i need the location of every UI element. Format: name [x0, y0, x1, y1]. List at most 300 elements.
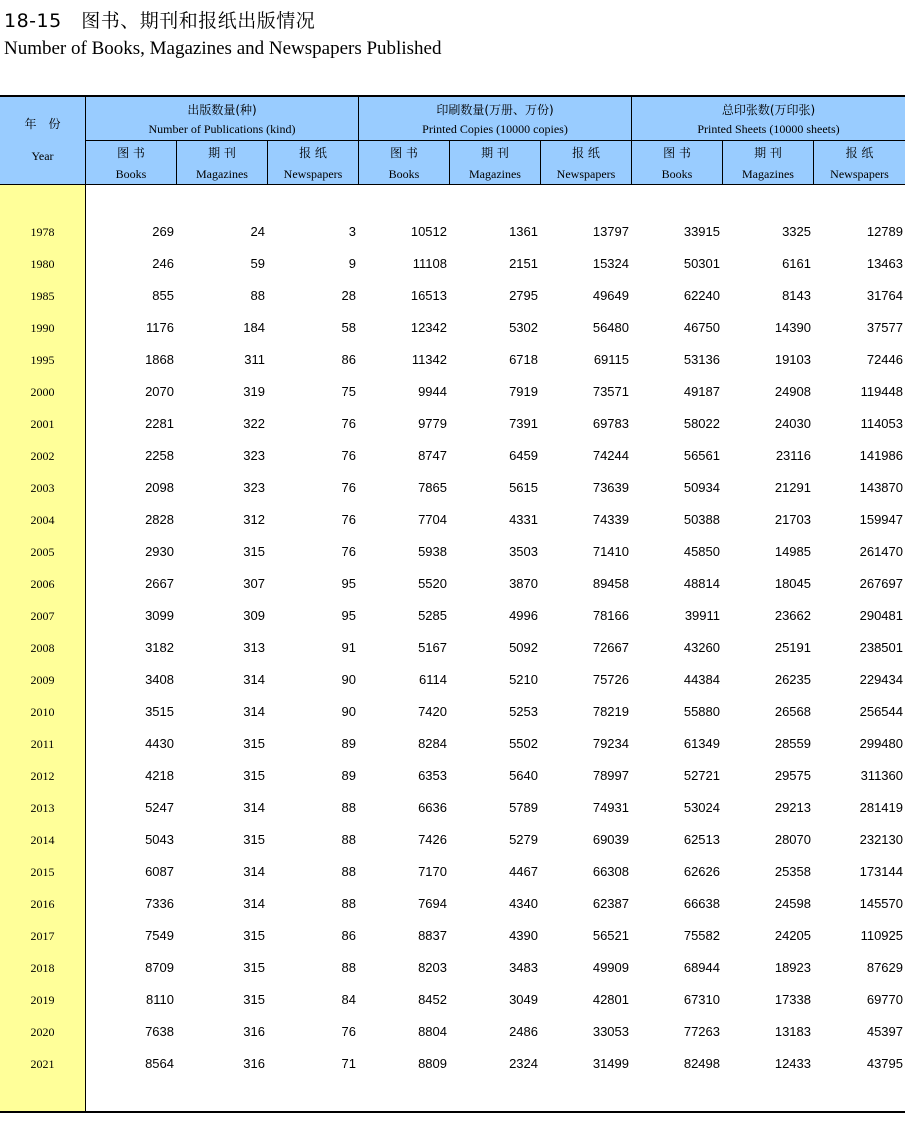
value-cell: 184: [243, 320, 265, 335]
table-row: [0, 825, 905, 857]
value-cell: 316: [243, 1056, 265, 1071]
year-cell: 2018: [30, 961, 55, 975]
value-cell: 26235: [774, 672, 811, 687]
value-cell: 61349: [683, 736, 720, 751]
value-cell: 314: [243, 864, 265, 879]
value-cell: 21291: [774, 480, 811, 495]
value-cell: 69039: [592, 832, 629, 847]
value-cell: 31499: [592, 1056, 629, 1071]
header-divider: [813, 141, 814, 185]
value-cell: 71: [341, 1056, 356, 1071]
year-cell: 1978: [30, 225, 55, 239]
value-cell: 4390: [509, 928, 538, 943]
table-title-chinese: 18-15 图书、期刊和报纸出版情况: [4, 10, 316, 32]
table-row: [0, 761, 905, 793]
value-cell: 311: [244, 352, 265, 367]
value-cell: 322: [243, 416, 265, 431]
value-cell: 269: [152, 224, 174, 239]
value-cell: 2828: [145, 512, 174, 527]
column-header-en: Newspapers: [830, 167, 889, 181]
table-row: [0, 697, 905, 729]
value-cell: 62626: [683, 864, 720, 879]
value-cell: 45850: [683, 544, 720, 559]
value-cell: 5210: [509, 672, 538, 687]
year-cell: 2012: [30, 769, 55, 783]
value-cell: 5302: [509, 320, 538, 335]
value-cell: 2795: [509, 288, 538, 303]
value-cell: 53024: [683, 800, 720, 815]
value-cell: 43260: [683, 640, 720, 655]
value-cell: 11108: [412, 256, 447, 271]
table-row: [0, 889, 905, 921]
value-cell: 7549: [145, 928, 174, 943]
value-cell: 49187: [683, 384, 720, 399]
table-row: [0, 409, 905, 441]
column-header-magazines: [177, 141, 267, 185]
value-cell: 16513: [410, 288, 447, 303]
year-cell: 2010: [30, 705, 55, 719]
year-header-cn: 年 份: [24, 117, 61, 131]
value-cell: 88: [250, 288, 265, 303]
value-cell: 8804: [418, 1024, 447, 1039]
value-cell: 5279: [509, 832, 538, 847]
value-cell: 29575: [774, 768, 811, 783]
value-cell: 73571: [592, 384, 629, 399]
value-cell: 59: [250, 256, 265, 271]
value-cell: 3483: [509, 960, 538, 975]
value-cell: 44384: [683, 672, 720, 687]
column-header-en: Books: [661, 167, 693, 181]
value-cell: 2667: [145, 576, 174, 591]
group-header-en: Number of Publications (kind): [148, 122, 296, 136]
year-cell: 2001: [30, 417, 55, 431]
bottom-rule: [0, 1111, 905, 1113]
value-cell: 315: [243, 928, 265, 943]
value-cell: 3870: [509, 576, 538, 591]
value-cell: 76: [341, 512, 356, 527]
value-cell: 68944: [683, 960, 720, 975]
table-row: [0, 505, 905, 537]
column-header-cn: 图 书: [390, 146, 418, 160]
value-cell: 89458: [592, 576, 629, 591]
value-cell: 71410: [592, 544, 629, 559]
year-header-en: Year: [31, 149, 54, 163]
value-cell: 4340: [509, 896, 538, 911]
table-header: [0, 97, 905, 185]
value-cell: 4430: [145, 736, 174, 751]
value-cell: 95: [341, 576, 356, 591]
value-cell: 76: [341, 416, 356, 431]
year-cell: 2017: [30, 929, 55, 943]
value-cell: 7336: [145, 896, 174, 911]
column-header-cn: 图 书: [117, 146, 145, 160]
value-cell: 267697: [859, 576, 903, 591]
value-cell: 42801: [592, 992, 629, 1007]
value-cell: 12789: [866, 224, 903, 239]
group-header-en: Printed Sheets (10000 sheets): [697, 122, 840, 136]
group-header-publications: [86, 97, 358, 140]
value-cell: 3408: [145, 672, 174, 687]
value-cell: 18045: [774, 576, 811, 591]
year-cell: 2021: [30, 1057, 55, 1071]
column-header-cn: 期 刊: [208, 146, 236, 160]
value-cell: 2151: [509, 256, 538, 271]
value-cell: 1868: [145, 352, 174, 367]
header-divider: [722, 141, 723, 185]
value-cell: 66638: [683, 896, 720, 911]
value-cell: 6718: [509, 352, 538, 367]
value-cell: 2281: [145, 416, 174, 431]
group-header-en: Printed Copies (10000 copies): [422, 122, 568, 136]
column-header-en: Books: [115, 167, 147, 181]
value-cell: 69770: [866, 992, 903, 1007]
value-cell: 309: [243, 608, 265, 623]
value-cell: 14985: [774, 544, 811, 559]
value-cell: 13797: [592, 224, 629, 239]
value-cell: 50388: [683, 512, 720, 527]
value-cell: 238501: [859, 640, 903, 655]
value-cell: 8747: [418, 448, 447, 463]
column-header-cn: 图 书: [663, 146, 691, 160]
value-cell: 6087: [145, 864, 174, 879]
table-row: [0, 953, 905, 985]
value-cell: 313: [243, 640, 265, 655]
value-cell: 6353: [418, 768, 447, 783]
header-divider: [176, 141, 177, 185]
value-cell: 78219: [592, 704, 629, 719]
value-cell: 8284: [418, 736, 447, 751]
value-cell: 69783: [592, 416, 629, 431]
value-cell: 28: [341, 288, 356, 303]
table-row: [0, 633, 905, 665]
value-cell: 74339: [592, 512, 629, 527]
value-cell: 69115: [593, 352, 629, 367]
value-cell: 58022: [683, 416, 720, 431]
value-cell: 78166: [592, 608, 629, 623]
value-cell: 7865: [418, 480, 447, 495]
group-header-printed-sheets: [632, 97, 905, 140]
value-cell: 24: [250, 224, 265, 239]
value-cell: 315: [243, 960, 265, 975]
value-cell: 3325: [782, 224, 811, 239]
value-cell: 8837: [418, 928, 447, 943]
column-header-en: Newspapers: [556, 167, 616, 181]
value-cell: 76: [341, 448, 356, 463]
value-cell: 17338: [774, 992, 811, 1007]
value-cell: 18923: [774, 960, 811, 975]
table-row: [0, 345, 905, 377]
value-cell: 143870: [859, 480, 903, 495]
value-cell: 323: [243, 480, 265, 495]
value-cell: 12433: [774, 1056, 811, 1071]
value-cell: 246: [152, 256, 174, 271]
group-header-cn: 总印张数(万印张): [721, 103, 816, 117]
value-cell: 173144: [859, 864, 903, 879]
table-row: [0, 249, 905, 281]
column-header-en: Magazines: [469, 167, 521, 181]
value-cell: 5520: [418, 576, 447, 591]
value-cell: 315: [243, 736, 265, 751]
value-cell: 314: [243, 704, 265, 719]
header-divider: [267, 141, 268, 185]
table-row: [0, 793, 905, 825]
table-row: [0, 665, 905, 697]
value-cell: 6161: [782, 256, 811, 271]
value-cell: 90: [341, 672, 356, 687]
value-cell: 90: [341, 704, 356, 719]
value-cell: 24598: [774, 896, 811, 911]
group-header-printed-copies: [359, 97, 631, 140]
value-cell: 46750: [683, 320, 720, 335]
value-cell: 145570: [859, 896, 903, 911]
value-cell: 84: [341, 992, 356, 1007]
value-cell: 86: [341, 928, 356, 943]
year-cell: 2019: [30, 993, 55, 1007]
value-cell: 13463: [866, 256, 903, 271]
value-cell: 50934: [683, 480, 720, 495]
header-divider: [449, 141, 450, 185]
value-cell: 15324: [592, 256, 629, 271]
value-cell: 7420: [418, 704, 447, 719]
group-header-cn: 出版数量(种): [187, 103, 257, 117]
table-row: [0, 1017, 905, 1049]
value-cell: 88: [341, 896, 356, 911]
value-cell: 159947: [859, 512, 903, 527]
table-row: [0, 313, 905, 345]
table-row: [0, 729, 905, 761]
value-cell: 2098: [145, 480, 174, 495]
year-cell: 1995: [30, 353, 55, 367]
value-cell: 75726: [592, 672, 629, 687]
table-row: [0, 537, 905, 569]
value-cell: 23116: [775, 448, 811, 463]
table-row: [0, 857, 905, 889]
value-cell: 1176: [146, 320, 174, 335]
value-cell: 45397: [866, 1024, 903, 1039]
header-divider: [631, 97, 632, 185]
year-cell: 2016: [30, 897, 55, 911]
year-cell: 2002: [30, 449, 55, 463]
value-cell: 11342: [411, 352, 447, 367]
value-cell: 9: [348, 256, 356, 271]
value-cell: 311360: [860, 768, 903, 783]
value-cell: 88: [341, 800, 356, 815]
value-cell: 4218: [145, 768, 174, 783]
value-cell: 72446: [866, 352, 903, 367]
value-cell: 13183: [774, 1024, 811, 1039]
value-cell: 24030: [774, 416, 811, 431]
value-cell: 141986: [859, 448, 903, 463]
year-cell: 2007: [30, 609, 55, 623]
column-header-cn: 报 纸: [299, 146, 327, 160]
header-divider: [86, 140, 905, 141]
value-cell: 7919: [509, 384, 538, 399]
value-cell: 314: [243, 672, 265, 687]
value-cell: 56521: [592, 928, 629, 943]
value-cell: 8143: [782, 288, 811, 303]
value-cell: 110925: [860, 928, 903, 943]
value-cell: 7704: [418, 512, 447, 527]
value-cell: 2486: [509, 1024, 538, 1039]
column-header-en: Newspapers: [283, 167, 343, 181]
value-cell: 8452: [418, 992, 447, 1007]
value-cell: 281419: [859, 800, 903, 815]
value-cell: 26568: [774, 704, 811, 719]
header-divider: [540, 141, 541, 185]
value-cell: 24908: [774, 384, 811, 399]
value-cell: 76: [341, 480, 356, 495]
value-cell: 43795: [866, 1056, 903, 1071]
column-header-en: Books: [388, 167, 420, 181]
table-row: [0, 217, 905, 249]
value-cell: 2258: [145, 448, 174, 463]
value-cell: 5640: [509, 768, 538, 783]
table-row: [0, 569, 905, 601]
value-cell: 58: [341, 320, 356, 335]
value-cell: 2930: [145, 544, 174, 559]
value-cell: 9944: [418, 384, 447, 399]
value-cell: 29213: [774, 800, 811, 815]
value-cell: 74244: [592, 448, 629, 463]
value-cell: 31764: [866, 288, 903, 303]
value-cell: 25358: [774, 864, 811, 879]
value-cell: 3099: [145, 608, 174, 623]
year-cell: 1990: [30, 321, 55, 335]
column-header-cn: 期 刊: [754, 146, 782, 160]
value-cell: 39911: [684, 608, 720, 623]
value-cell: 5092: [509, 640, 538, 655]
value-cell: 8564: [145, 1056, 174, 1071]
value-cell: 7694: [418, 896, 447, 911]
value-cell: 2324: [509, 1056, 538, 1071]
value-cell: 232130: [859, 832, 903, 847]
year-cell: 2011: [30, 737, 55, 751]
column-header-newspapers: [541, 141, 631, 185]
value-cell: 4996: [509, 608, 538, 623]
value-cell: 66308: [592, 864, 629, 879]
value-cell: 88: [341, 864, 356, 879]
value-cell: 5789: [509, 800, 538, 815]
value-cell: 4467: [509, 864, 538, 879]
value-cell: 3182: [145, 640, 174, 655]
table-row: [0, 473, 905, 505]
table-row: [0, 601, 905, 633]
value-cell: 5167: [418, 640, 447, 655]
table-row: [0, 281, 905, 313]
value-cell: 5247: [145, 800, 174, 815]
value-cell: 8203: [418, 960, 447, 975]
year-cell: 1985: [30, 289, 55, 303]
table-row: [0, 985, 905, 1017]
value-cell: 52721: [683, 768, 720, 783]
value-cell: 78997: [592, 768, 629, 783]
value-cell: 323: [243, 448, 265, 463]
year-header: [0, 97, 85, 185]
value-cell: 89: [341, 768, 356, 783]
value-cell: 50301: [683, 256, 720, 271]
table-row: [0, 1049, 905, 1081]
header-bottom-rule: [0, 184, 905, 185]
value-cell: 55880: [683, 704, 720, 719]
value-cell: 76: [341, 544, 356, 559]
year-cell: 1980: [30, 257, 55, 271]
value-cell: 3503: [509, 544, 538, 559]
value-cell: 75: [341, 384, 356, 399]
table-row: [0, 921, 905, 953]
value-cell: 315: [243, 768, 265, 783]
value-cell: 91: [341, 640, 356, 655]
header-divider: [358, 97, 359, 185]
value-cell: 79234: [592, 736, 629, 751]
table-title-english: Number of Books, Magazines and Newspapers Published: [4, 38, 442, 59]
value-cell: 5502: [509, 736, 538, 751]
year-cell: 2004: [30, 513, 55, 527]
value-cell: 5285: [418, 608, 447, 623]
value-cell: 314: [243, 896, 265, 911]
value-cell: 49909: [592, 960, 629, 975]
value-cell: 82498: [683, 1056, 720, 1071]
value-cell: 6114: [419, 672, 447, 687]
group-header-cn: 印刷数量(万册、万份): [436, 103, 554, 117]
value-cell: 28559: [774, 736, 811, 751]
value-cell: 229434: [859, 672, 903, 687]
value-cell: 855: [152, 288, 174, 303]
year-cell: 2000: [30, 385, 55, 399]
value-cell: 24205: [774, 928, 811, 943]
year-cell: 2003: [30, 481, 55, 495]
value-cell: 290481: [859, 608, 903, 623]
value-cell: 14390: [774, 320, 811, 335]
value-cell: 5253: [509, 704, 538, 719]
column-header-magazines: [450, 141, 540, 185]
value-cell: 316: [243, 1024, 265, 1039]
value-cell: 12342: [410, 320, 447, 335]
value-cell: 3049: [509, 992, 538, 1007]
column-header-newspapers: [814, 141, 905, 185]
value-cell: 7391: [509, 416, 538, 431]
year-cell: 2014: [30, 833, 55, 847]
value-cell: 3515: [145, 704, 174, 719]
value-cell: 114053: [860, 416, 903, 431]
column-header-en: Magazines: [196, 167, 248, 181]
value-cell: 315: [243, 992, 265, 1007]
value-cell: 37577: [866, 320, 903, 335]
value-cell: 4331: [509, 512, 538, 527]
column-header-newspapers: [268, 141, 358, 185]
year-cell: 2020: [30, 1025, 55, 1039]
value-cell: 5615: [509, 480, 538, 495]
column-header-books: [632, 141, 722, 185]
value-cell: 86: [341, 352, 356, 367]
value-cell: 3: [348, 224, 356, 239]
table-row: [0, 377, 905, 409]
value-cell: 8110: [146, 992, 174, 1007]
value-cell: 315: [243, 544, 265, 559]
value-cell: 1361: [509, 224, 538, 239]
value-cell: 256544: [859, 704, 903, 719]
value-cell: 6459: [509, 448, 538, 463]
column-header-cn: 报 纸: [845, 146, 874, 160]
year-cell: 2013: [30, 801, 55, 815]
value-cell: 67310: [683, 992, 720, 1007]
value-cell: 299480: [859, 736, 903, 751]
column-header-cn: 期 刊: [481, 146, 509, 160]
value-cell: 8809: [418, 1056, 447, 1071]
value-cell: 9779: [418, 416, 447, 431]
value-cell: 56480: [592, 320, 629, 335]
value-cell: 62387: [592, 896, 629, 911]
value-cell: 315: [243, 832, 265, 847]
